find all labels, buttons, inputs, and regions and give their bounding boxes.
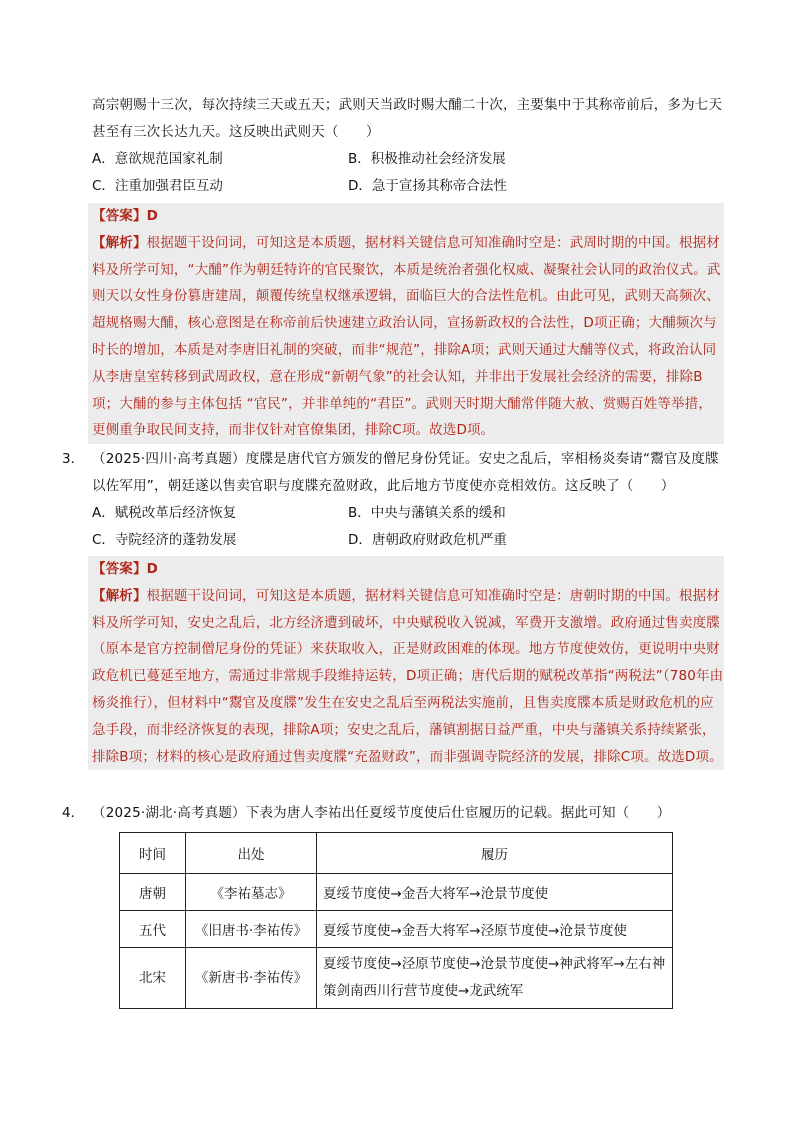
question-2-stem: 高宗朝赐十三次，每次持续三天或五天；武则天当政时赐大酺二十次，主要集中于其称帝前后，多为七天甚至有三次长达九天。这反映出武则天（ ） — [92, 97, 723, 140]
table-row — [120, 911, 673, 948]
table-header-row — [120, 833, 673, 874]
table-row — [120, 948, 673, 1009]
answer-line — [92, 556, 724, 583]
option-b: B．中央与藩镇关系的缓和 — [348, 505, 506, 521]
cell-source: 《新唐书·李祐传》 — [186, 948, 317, 1009]
header-source: 出处 — [186, 833, 317, 874]
analysis-block — [92, 230, 724, 444]
question-2-options-row-2 — [92, 173, 724, 200]
question-3-stem: （2025·四川·高考真题）度牒是唐代官方颁发的僧尼身份凭证。安史之乱后，宰相杨炎奏请“鬻官及度牒以佐军用”，朝廷遂以售卖官职与度牒充盈财政，此后地方节度使亦竞相效仿。这反映了（ ） — [92, 451, 719, 494]
answer-value: D — [146, 208, 158, 224]
option-d: D．急于宣扬其称帝合法性 — [348, 178, 507, 194]
cell-source: 《李祐墓志》 — [186, 874, 317, 911]
cell-career: 夏绥节度使→泾原节度使→沧景节度使→神武将军→左右神策剑南西川行营节度使→龙武统军 — [317, 948, 673, 1009]
career-table — [119, 832, 673, 1009]
header-career: 履历 — [317, 833, 673, 874]
option-a: A．赋税改革后经济恢复 — [92, 505, 237, 521]
question-2-options-row-1 — [92, 146, 724, 173]
cell-source: 《旧唐书·李祐传》 — [186, 911, 317, 948]
question-4-stem: （2025·湖北·高考真题）下表为唐人李祐出任夏绥节度使后仕宦履历的记载。据此可知（ ） — [92, 805, 671, 821]
table-row — [120, 874, 673, 911]
option-c: C．寺院经济的蓬勃发展 — [92, 532, 237, 548]
question-3-answer-box — [88, 556, 724, 770]
analysis-block — [92, 583, 724, 771]
answer-line — [92, 203, 724, 230]
analysis-tag: 【解析】 — [92, 587, 147, 604]
analysis-tag: 【解析】 — [92, 234, 147, 251]
option-b: B．积极推动社会经济发展 — [348, 151, 506, 167]
option-c: C．注重加强君臣互动 — [92, 178, 223, 194]
answer-value: D — [146, 561, 158, 577]
question-3-number: 3． — [62, 451, 85, 467]
question-2-answer-box — [88, 203, 724, 444]
analysis-text: 根据题干设问词，可知这是本质题，据材料关键信息可知准确时空是：唐朝时期的中国。根据材料及所学可知，安史之乱后，北方经济遭到破坏，中央赋税收入锐减，军费开支激增。政府通过售卖度牒（原本是官方控制僧尼身份的凭证）来获取收入，正是财政困难的体现。地方节度使效仿，更说明中央财政危机已蔓延至地方，需通过非常规手段维持运转，D项正确；唐代后期的赋税改革指“两税法”（780年由杨炎推行），但材料中“鬻官及度牒”发生在安史之乱后至两税法实施前，且售卖度牒本质是财政危机的应急手段，而非经济恢复的表现，排除A项；安史之乱后，藩镇割据日益严重，中央与藩镇关系持续紧张，排除B项；材料的核心是政府通过售卖度牒“充盈财政”，而非强调寺院经济的发展，排除C项。故选D项。 — [92, 587, 724, 765]
option-d: D．唐朝政府财政危机严重 — [348, 532, 507, 548]
cell-time: 五代 — [120, 911, 186, 948]
cell-career: 夏绥节度使→金吾大将军→泾原节度使→沧景节度使 — [317, 911, 673, 948]
answer-tag: 【答案】 — [92, 561, 147, 577]
analysis-text: 根据题干设问词，可知这是本质题，据材料关键信息可知准确时空是：武周时期的中国。根据材料及所学可知，“大酺”作为朝廷特许的官民聚饮，本质是统治者强化权威、凝聚社会认同的政治仪式。武则天以女性身份篡唐建周，颠覆传统皇权继承逻辑，面临巨大的合法性危机。由此可见，武则天高频次、超规格赐大酺，核心意图是在称帝前后快速建立政治认同，宣扬新政权的合法性，D项正确；大酺频次与时长的增加，本质是对李唐旧礼制的突破，而非“规范”，排除A项；武则天通过大酺等仪式，将政治认同从李唐皇室转移到武周政权，意在形成“新朝气象”的社会认知，并非出于发展社会经济的需要，排除B项；大酺的参与主体包括 “官民”，并非单纯的“君臣”。武则天时期大酺常伴随大赦、赏赐百姓等举措，更侧重争取民间支持，而非仅针对官僚集团，排除C项。故选D项。 — [92, 234, 721, 439]
question-3-options-row-1 — [92, 500, 724, 527]
answer-tag: 【答案】 — [92, 208, 147, 224]
question-3-options-row-2 — [92, 527, 724, 554]
question-4-number: 4． — [62, 805, 85, 821]
option-a: A．意欲规范国家礼制 — [92, 151, 223, 167]
cell-time: 唐朝 — [120, 874, 186, 911]
cell-time: 北宋 — [120, 948, 186, 1009]
cell-career: 夏绥节度使→金吾大将军→沧景节度使 — [317, 874, 673, 911]
header-time: 时间 — [120, 833, 186, 874]
